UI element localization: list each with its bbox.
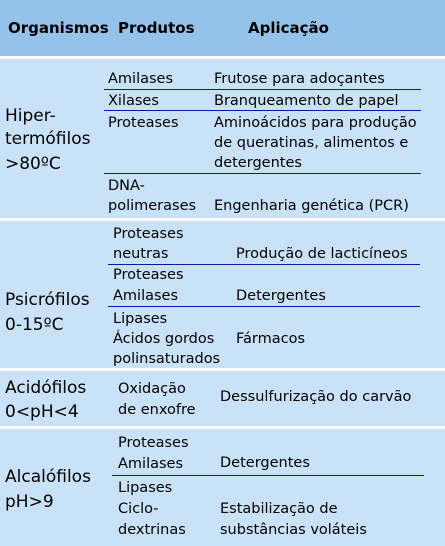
section-alcalofilos (0, 429, 445, 546)
application-label: Engenharia genética (PCR) (214, 198, 409, 214)
product-label: Lipases (113, 311, 168, 327)
organism-name: Psicrófilos (5, 290, 90, 310)
organism-name: Alcalófilos (5, 467, 91, 487)
product-label: Oxidação (118, 381, 186, 397)
row-separator (104, 173, 421, 174)
product-label: Xilases (108, 93, 159, 109)
application-label: Aminoácidos para produção (214, 115, 417, 131)
product-label: polinsaturados (113, 351, 221, 367)
product-label: Amilases (118, 456, 184, 472)
header-produtos: Produtos (118, 19, 195, 37)
product-label: Proteases (118, 435, 189, 451)
header-aplicacao: Aplicação (248, 19, 329, 37)
product-label: Ácidos gordos (113, 331, 215, 347)
organism-name: Acidófilos (5, 378, 87, 398)
organism-condition: 0<pH<4 (5, 402, 79, 422)
application-label: Dessulfurização do carvão (220, 389, 412, 405)
application-label: Produção de lacticíneos (236, 246, 408, 262)
application-label: Estabilização de (220, 501, 338, 517)
section-psicrofilos (0, 221, 445, 371)
product-label: DNA- (108, 178, 145, 194)
row-separator (104, 110, 421, 111)
product-label: neutras (113, 246, 169, 262)
application-label: de queratinas, alimentos e (214, 135, 409, 151)
row-separator (108, 264, 420, 265)
application-label: Frutose para adoçantes (214, 71, 385, 87)
row-separator (112, 475, 424, 476)
product-label: Amilases (108, 71, 174, 87)
organism-name: Hiper- (5, 106, 56, 126)
application-label: Detergentes (236, 288, 326, 304)
application-label: detergentes (214, 155, 302, 171)
product-label: Lipases (118, 480, 173, 496)
application-label: Branqueamento de papel (214, 93, 399, 109)
organism-condition: 0-15ºC (5, 315, 64, 335)
row-separator (108, 306, 420, 307)
product-label: Amilases (113, 288, 179, 304)
product-label: Ciclo- (118, 501, 159, 517)
application-label: substâncias voláteis (220, 522, 367, 538)
product-label: Proteases (108, 115, 179, 131)
product-label: Proteases (113, 226, 184, 242)
organism-name: termófilos (5, 129, 91, 149)
header-organismos: Organismos (8, 19, 109, 37)
row-separator (104, 89, 421, 90)
application-label: Fármacos (236, 331, 306, 347)
product-label: polimerases (108, 198, 197, 214)
product-label: dextrinas (118, 522, 186, 538)
product-label: de enxofre (118, 402, 196, 418)
section-hipertermofilos (0, 59, 445, 221)
table-header (0, 0, 445, 59)
organism-condition: pH>9 (5, 492, 54, 512)
organism-condition: >80ºC (5, 154, 61, 174)
section-acidofilos (0, 371, 445, 429)
product-label: Proteases (113, 267, 184, 283)
application-label: Detergentes (220, 455, 310, 471)
